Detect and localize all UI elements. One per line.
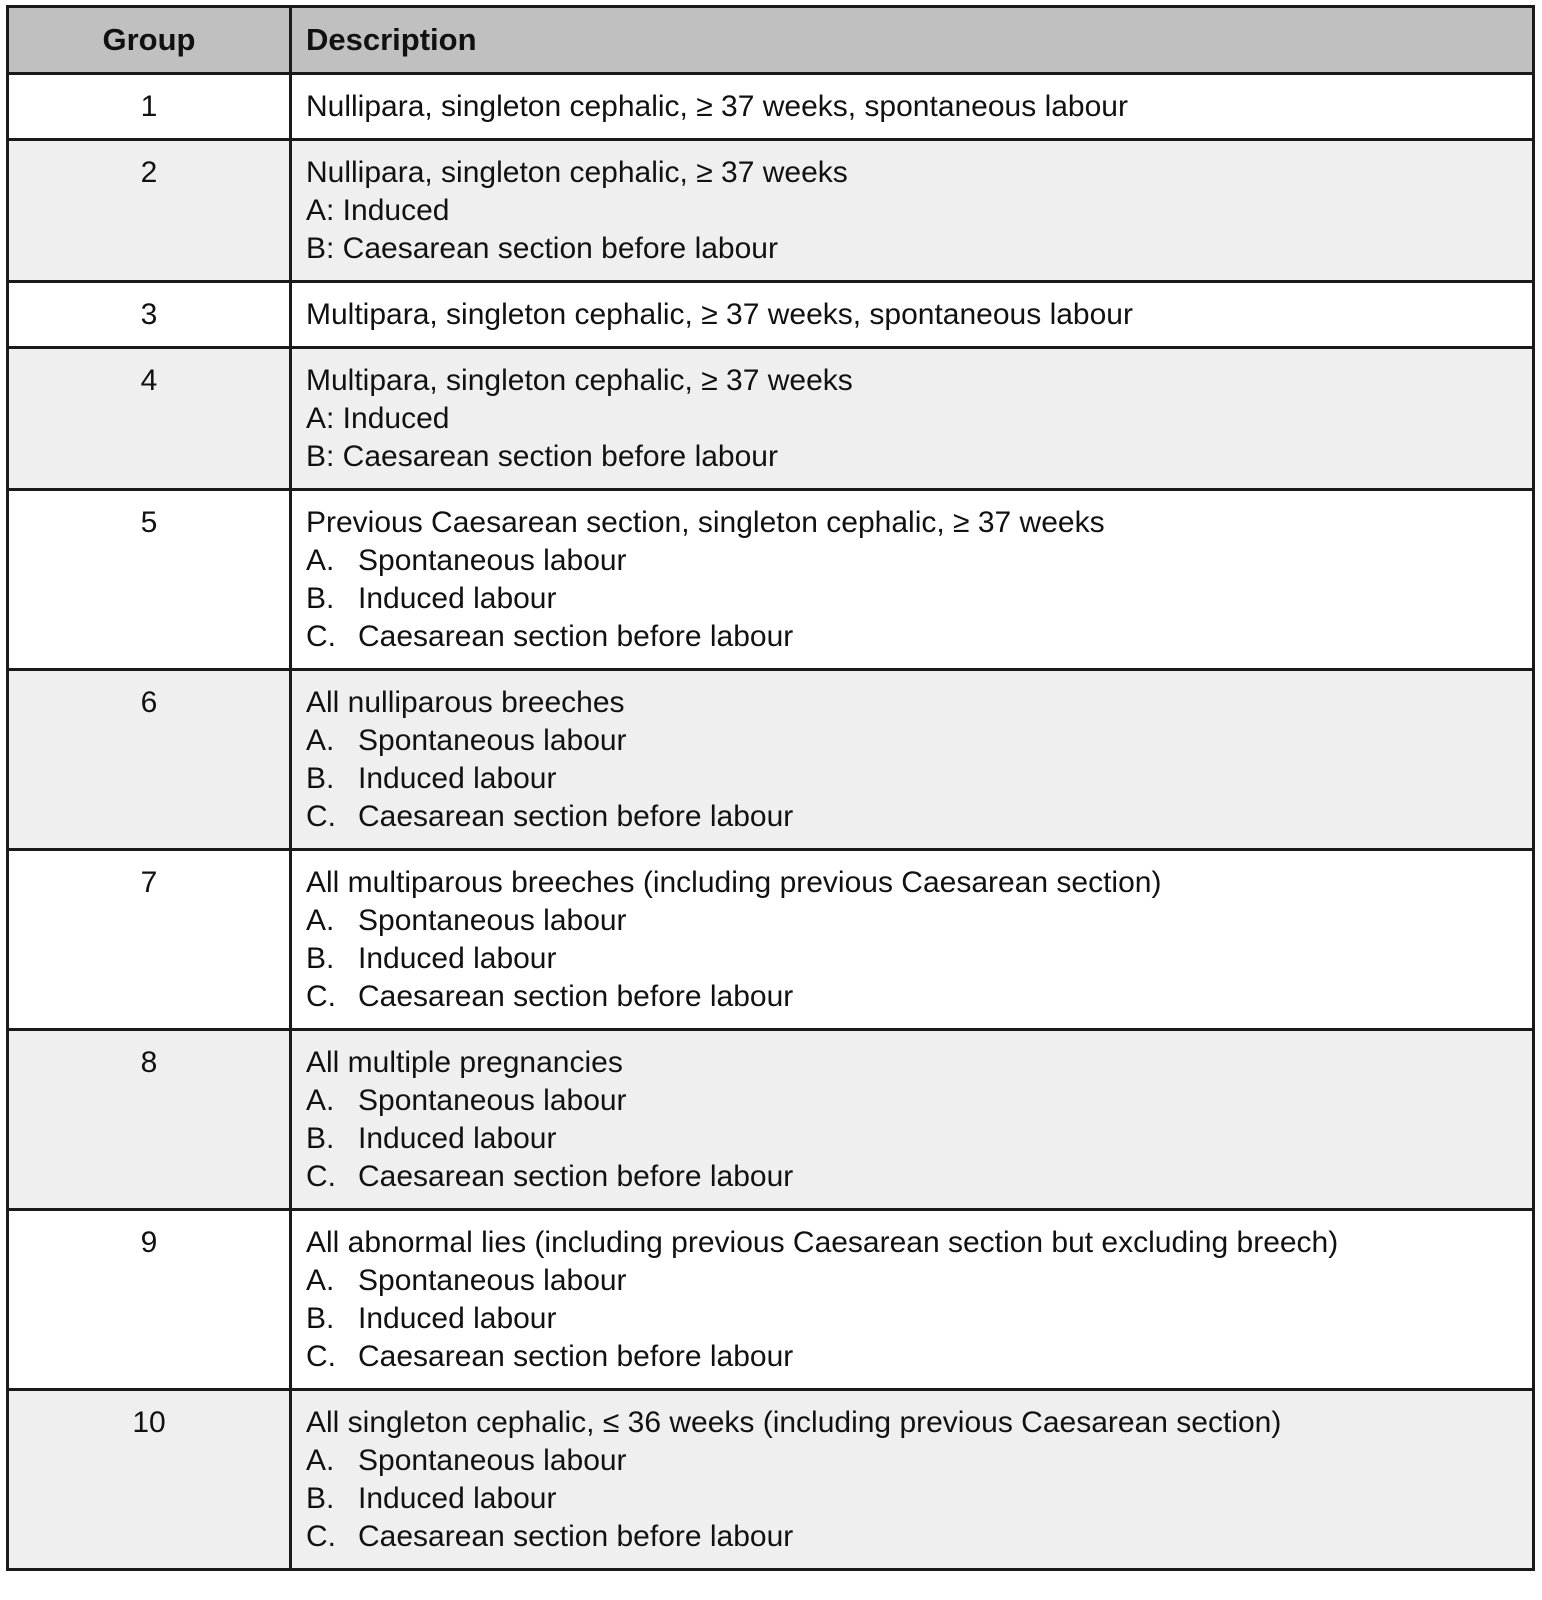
description-option xyxy=(306,1158,1518,1196)
table-row xyxy=(8,1390,1534,1570)
table-row xyxy=(8,74,1534,140)
group-number: 8 xyxy=(8,1030,291,1210)
description-option xyxy=(306,1262,1518,1300)
option-letter: A. xyxy=(306,1084,335,1117)
description-option xyxy=(306,902,1518,940)
description-option xyxy=(306,542,1518,580)
table-row xyxy=(8,1210,1534,1390)
option-letter: A. xyxy=(306,544,335,577)
option-text: Induced labour xyxy=(358,1302,557,1335)
header-group: Group xyxy=(8,7,291,74)
option-letter: A. xyxy=(306,904,335,937)
option-text: Caesarean section before labour xyxy=(358,1520,794,1553)
description-option xyxy=(306,760,1518,798)
description-title: All singleton cephalic, ≤ 36 weeks (including previous Caesarean section) xyxy=(306,1406,1282,1439)
option-text: Induced labour xyxy=(358,1122,557,1155)
description-option xyxy=(306,940,1518,978)
option-letter: C. xyxy=(306,1340,336,1373)
table-row xyxy=(8,348,1534,490)
description-option xyxy=(306,798,1518,836)
table-row xyxy=(8,490,1534,670)
group-number: 10 xyxy=(8,1390,291,1570)
option-letter: B. xyxy=(306,762,335,795)
table-row xyxy=(8,140,1534,282)
group-description xyxy=(291,1210,1534,1390)
description-title: All multiparous breeches (including previous Caesarean section) xyxy=(306,866,1162,899)
option-letter: B. xyxy=(306,1482,335,1515)
option-text: Caesarean section before labour xyxy=(358,1340,794,1373)
description-option xyxy=(306,1480,1518,1518)
description-title: All multiple pregnancies xyxy=(306,1046,623,1079)
option-text: Caesarean section before labour xyxy=(358,620,794,653)
description-subitem: A: Induced xyxy=(306,402,450,435)
description-subitem: B: Caesarean section before labour xyxy=(306,440,778,473)
group-description xyxy=(291,670,1534,850)
option-text: Caesarean section before labour xyxy=(358,1160,794,1193)
description-option xyxy=(306,580,1518,618)
option-text: Caesarean section before labour xyxy=(358,980,794,1013)
option-text: Spontaneous labour xyxy=(358,1444,627,1477)
option-letter: C. xyxy=(306,800,336,833)
option-letter: C. xyxy=(306,1520,336,1553)
description-option xyxy=(306,1518,1518,1556)
group-number: 9 xyxy=(8,1210,291,1390)
group-number: 4 xyxy=(8,348,291,490)
option-letter: C. xyxy=(306,1160,336,1193)
description-title: Previous Caesarean section, singleton cephalic, ≥ 37 weeks xyxy=(306,506,1105,539)
table-row xyxy=(8,850,1534,1030)
group-description xyxy=(291,74,1534,140)
table-row xyxy=(8,1030,1534,1210)
group-number: 5 xyxy=(8,490,291,670)
description-option xyxy=(306,722,1518,760)
option-letter: B. xyxy=(306,582,335,615)
description-option xyxy=(306,618,1518,656)
description-option xyxy=(306,1338,1518,1376)
option-letter: B. xyxy=(306,1302,335,1335)
group-description xyxy=(291,140,1534,282)
description-option xyxy=(306,978,1518,1016)
group-description xyxy=(291,348,1534,490)
description-title: Multipara, singleton cephalic, ≥ 37 weeks xyxy=(306,364,853,397)
group-number: 1 xyxy=(8,74,291,140)
group-description xyxy=(291,850,1534,1030)
option-letter: A. xyxy=(306,1264,335,1297)
group-number: 3 xyxy=(8,282,291,348)
option-text: Induced labour xyxy=(358,1482,557,1515)
group-description xyxy=(291,282,1534,348)
option-text: Spontaneous labour xyxy=(358,1084,627,1117)
header-description: Description xyxy=(291,7,1534,74)
description-option xyxy=(306,1120,1518,1158)
description-option xyxy=(306,1442,1518,1480)
description-title: Multipara, singleton cephalic, ≥ 37 weeks, spontaneous labour xyxy=(306,298,1133,331)
group-description xyxy=(291,1390,1534,1570)
option-letter: B. xyxy=(306,1122,335,1155)
option-letter: C. xyxy=(306,620,336,653)
option-text: Spontaneous labour xyxy=(358,724,627,757)
option-letter: A. xyxy=(306,1444,335,1477)
option-text: Induced labour xyxy=(358,762,557,795)
robson-classification-table xyxy=(6,5,1535,1571)
option-letter: C. xyxy=(306,980,336,1013)
table-header-row xyxy=(8,7,1534,74)
description-option xyxy=(306,1082,1518,1120)
option-text: Induced labour xyxy=(358,942,557,975)
group-number: 7 xyxy=(8,850,291,1030)
option-text: Caesarean section before labour xyxy=(358,800,794,833)
description-title: All abnormal lies (including previous Caesarean section but excluding breech) xyxy=(306,1226,1339,1259)
description-title: All nulliparous breeches xyxy=(306,686,625,719)
description-title: Nullipara, singleton cephalic, ≥ 37 weeks, spontaneous labour xyxy=(306,90,1128,123)
option-text: Spontaneous labour xyxy=(358,904,627,937)
group-description xyxy=(291,490,1534,670)
group-number: 2 xyxy=(8,140,291,282)
option-letter: A. xyxy=(306,724,335,757)
description-subitem: B: Caesarean section before labour xyxy=(306,232,778,265)
description-subitem: A: Induced xyxy=(306,194,450,227)
description-title: Nullipara, singleton cephalic, ≥ 37 weeks xyxy=(306,156,848,189)
option-letter: B. xyxy=(306,942,335,975)
option-text: Induced labour xyxy=(358,582,557,615)
group-description xyxy=(291,1030,1534,1210)
table-row xyxy=(8,670,1534,850)
description-option xyxy=(306,1300,1518,1338)
table-row xyxy=(8,282,1534,348)
option-text: Spontaneous labour xyxy=(358,544,627,577)
group-number: 6 xyxy=(8,670,291,850)
option-text: Spontaneous labour xyxy=(358,1264,627,1297)
